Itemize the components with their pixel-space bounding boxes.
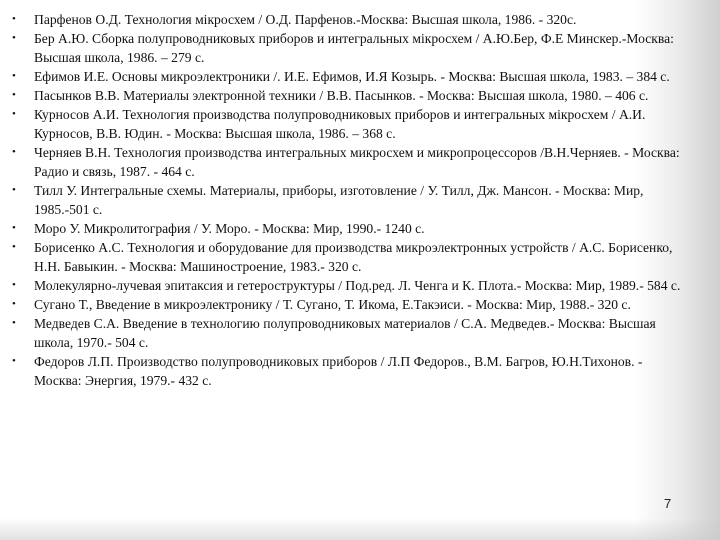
- bullet-icon: •: [12, 222, 16, 234]
- reference-item: [12, 10, 688, 29]
- reference-text: Бер А.Ю. Сборка полупроводниковых приборов и интегральных мікросхем / А.Ю.Бер, Ф.Е Минскер.-Москва: Высшая школа, 1986. – 279 с.: [34, 31, 674, 65]
- bullet-icon: •: [12, 70, 16, 82]
- reference-text: Молекулярно-лучевая эпитаксия и гетероструктуры / Под.ред. Л. Ченга и К. Плота.- Москва: Мир, 1989.- 584 с.: [34, 278, 681, 293]
- bullet-icon: •: [12, 317, 16, 329]
- reference-text: Федоров Л.П. Производство полупроводниковых приборов / Л.П Федоров., В.М. Багров, Ю.Н.Тихонов. - Москва: Энергия, 1979.- 432 с.: [34, 354, 643, 388]
- reference-item: [12, 276, 688, 295]
- reference-list: [12, 10, 688, 390]
- reference-item: [12, 219, 688, 238]
- reference-item: [12, 105, 688, 143]
- reference-item: [12, 314, 688, 352]
- reference-text: Черняев В.Н. Технология производства интегральных микросхем и микропроцессоров /В.Н.Черняев. - Москва: Радио и связь, 1987. - 464 с.: [34, 145, 680, 179]
- reference-text: Моро У. Микролитография / У. Моро. - Москва: Мир, 1990.- 1240 с.: [34, 221, 425, 236]
- page-number: 7: [664, 496, 672, 511]
- reference-text: Борисенко А.С. Технология и оборудование для производства микроэлектронных устройств / А.С. Борисенко, Н.Н. Бавыкин. - Москва: Машиностроение, 1983.- 320 с.: [34, 240, 673, 274]
- bullet-icon: •: [12, 89, 16, 101]
- reference-text: Сугано Т., Введение в микроэлектронику / Т. Сугано, Т. Икома, Е.Такэиси. - Москва: Мир, 1988.- 320 с.: [34, 297, 631, 312]
- reference-item: [12, 67, 688, 86]
- slide-bottom-shadow: [0, 518, 720, 540]
- reference-text: Пасынков В.В. Материалы электронной техники / В.В. Пасынков. - Москва: Высшая школа, 1980. – 406 с.: [34, 88, 649, 103]
- reference-item: [12, 29, 688, 67]
- reference-item: [12, 181, 688, 219]
- reference-item: [12, 352, 688, 390]
- reference-item: [12, 238, 688, 276]
- reference-text: Ефимов И.Е. Основы микроэлектроники /. И.Е. Ефимов, И.Я Козырь. - Москва: Высшая школа, 1983. – 384 с.: [34, 69, 670, 84]
- bullet-icon: •: [12, 32, 16, 44]
- reference-text: Медведев С.А. Введение в технологию полупроводниковых материалов / С.А. Медведев.- Москва: Высшая школа, 1970.- 504 с.: [34, 316, 656, 350]
- bullet-icon: •: [12, 241, 16, 253]
- bullet-icon: •: [12, 13, 16, 25]
- bullet-icon: •: [12, 184, 16, 196]
- bullet-icon: •: [12, 108, 16, 120]
- bullet-icon: •: [12, 279, 16, 291]
- reference-item: [12, 295, 688, 314]
- reference-text: Парфенов О.Д. Технология мікросхем / О.Д. Парфенов.-Москва: Высшая школа, 1986. - 320с.: [34, 12, 577, 27]
- bullet-icon: •: [12, 146, 16, 158]
- bullet-icon: •: [12, 355, 16, 367]
- reference-text: Тилл У. Интегральные схемы. Материалы, приборы, изготовление / У. Тилл, Дж. Мансон. - Москва: Мир, 1985.-501 с.: [34, 183, 644, 217]
- reference-item: [12, 143, 688, 181]
- bullet-icon: •: [12, 298, 16, 310]
- reference-text: Курносов А.И. Технология производства полупроводниковых приборов и интегральных мікросхем / А.И. Курносов, В.В. Юдин. - Москва: Высшая школа, 1986. – 368 с.: [34, 107, 646, 141]
- reference-item: [12, 86, 688, 105]
